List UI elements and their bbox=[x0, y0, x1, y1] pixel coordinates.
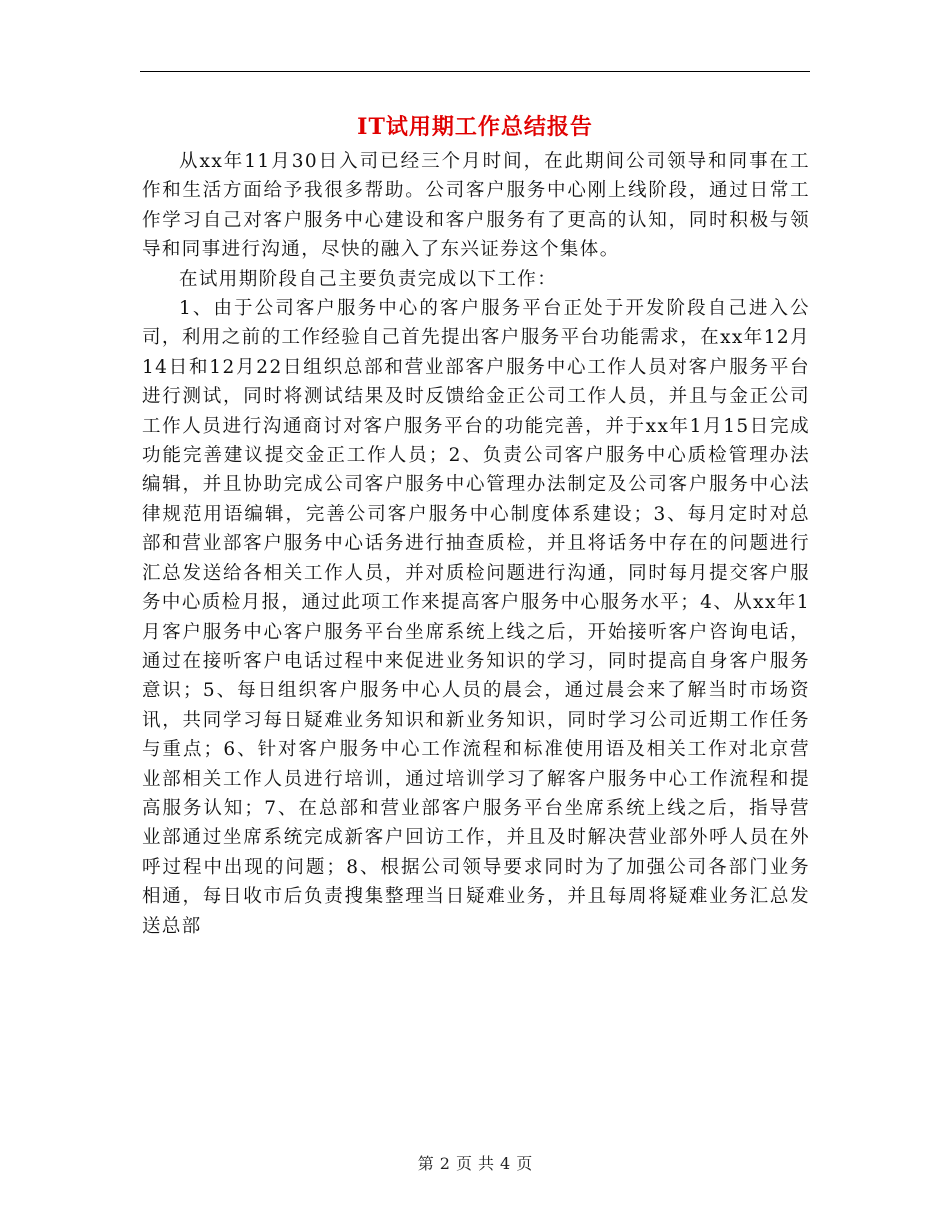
paragraph-tasks-heading: 在试用期阶段自己主要负责完成以下工作： bbox=[179, 268, 558, 290]
footer-total-pages: 4 bbox=[500, 1154, 511, 1173]
document-title: IT试用期工作总结报告 bbox=[357, 114, 593, 140]
footer-suffix: 页 bbox=[516, 1154, 533, 1173]
document-body bbox=[142, 147, 810, 941]
footer-page-word: 页 bbox=[455, 1154, 472, 1173]
paragraph-intro: 从xx年11月30日入司已经三个月时间，在此期间公司领导和同事在工作和生活方面给予我很多帮助。公司客户服务中心刚上线阶段，通过日常工作学习自己对客户服务中心建设和客户服务有了更高的认知，同时积极与领导和同事进行沟通，尽快的融入了东兴证券这个集体。 bbox=[142, 151, 810, 261]
page-footer bbox=[0, 1153, 950, 1175]
footer-prefix: 第 bbox=[417, 1154, 434, 1173]
paragraph-task-list: 1、由于公司客户服务中心的客户服务平台正处于开发阶段自己进入公司，利用之前的工作经验自己首先提出客户服务平台功能需求，在xx年12月14日和12月22日组织总部和营业部客户服务中心工作人员对客户服务平台进行测试，同时将测试结果及时反馈给金正公司工作人员，并且与金正公司工作人员进行沟通商讨对客户服务平台的功能完善，并于xx年1月15日完成功能完善建议提交金正工作人员；2、负责公司客户服务中心质检管理办法编辑，并且协助完成公司客户服务中心管理办法制定及公司客户服务中心法律规范用语编辑，完善公司客户服务中心制度体系建设；3、每月定时对总部和营业部客户服务中心话务进行抽查质检，并且将话务中存在的问题进行汇总发送给各相关工作人员，并对质检问题进行沟通，同时每月提交客户服务中心质检月报，通过此项工作来提高客户服务中心服务水平；4、从xx年1月客户服务中心客户服务平台坐席系统上线之后，开始接听客户咨询电话，通过在接听客户电话过程中来促进业务知识的学习，同时提高自身客户服务意识；5、每日组织客户服务中心人员的晨会，通过晨会来了解当时市场资讯，共同学习每日疑难业务知识和新业务知识，同时学习公司近期工作任务与重点；6、针对客户服务中心工作流程和标准使用语及相关工作对北京营业部相关工作人员进行培训，通过培训学习了解客户服务中心工作流程和提高服务认知；7、在总部和营业部客户服务平台坐席系统上线之后，指导营业部通过坐席系统完成新客户回访工作，并且及时解决营业部外呼人员在外呼过程中出现的问题；8、根据公司领导要求同时为了加强公司各部门业务相通，每日收市后负责搜集整理当日疑难业务，并且每周将疑难业务汇总发送总部 bbox=[142, 298, 810, 937]
header-rule bbox=[140, 71, 810, 72]
footer-total-word: 共 bbox=[478, 1154, 495, 1173]
footer-current-page: 2 bbox=[439, 1154, 450, 1173]
